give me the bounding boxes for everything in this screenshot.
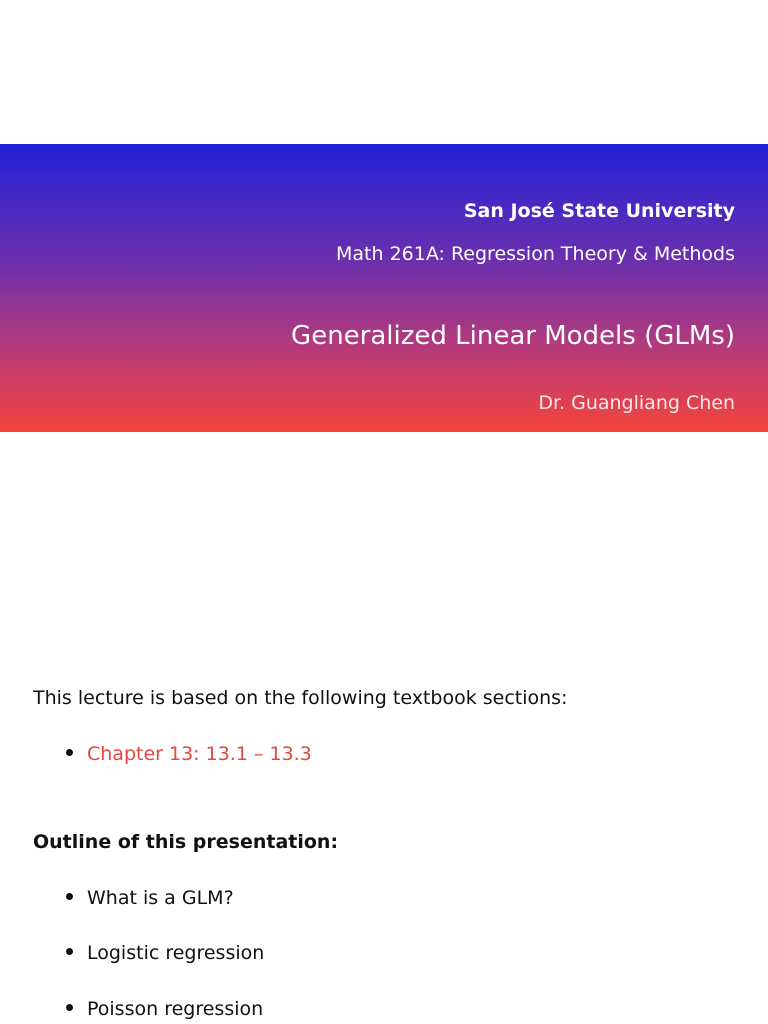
textbook-section-item — [66, 743, 312, 765]
author-name: Dr. Guangliang Chen — [538, 392, 735, 414]
textbook-section-link[interactable]: Chapter 13: 13.1 – 13.3 — [87, 743, 312, 765]
bullet-icon — [66, 1004, 73, 1011]
outline-item — [66, 887, 234, 909]
bullet-icon — [66, 948, 73, 955]
outline-item-label: Poisson regression — [87, 998, 264, 1020]
bullet-icon — [66, 749, 73, 756]
outline-heading: Outline of this presentation: — [33, 831, 339, 853]
intro-text: This lecture is based on the following textbook sections: — [33, 687, 568, 709]
title-banner — [0, 144, 768, 432]
outline-item — [66, 942, 264, 964]
outline-item-label: What is a GLM? — [87, 887, 234, 909]
university-name: San José State University — [463, 200, 735, 222]
outline-item-label: Logistic regression — [87, 942, 265, 964]
outline-item — [66, 998, 263, 1020]
lecture-title: Generalized Linear Models (GLMs) — [291, 321, 735, 351]
course-title: Math 261A: Regression Theory & Methods — [336, 243, 735, 265]
bullet-icon — [66, 893, 73, 900]
